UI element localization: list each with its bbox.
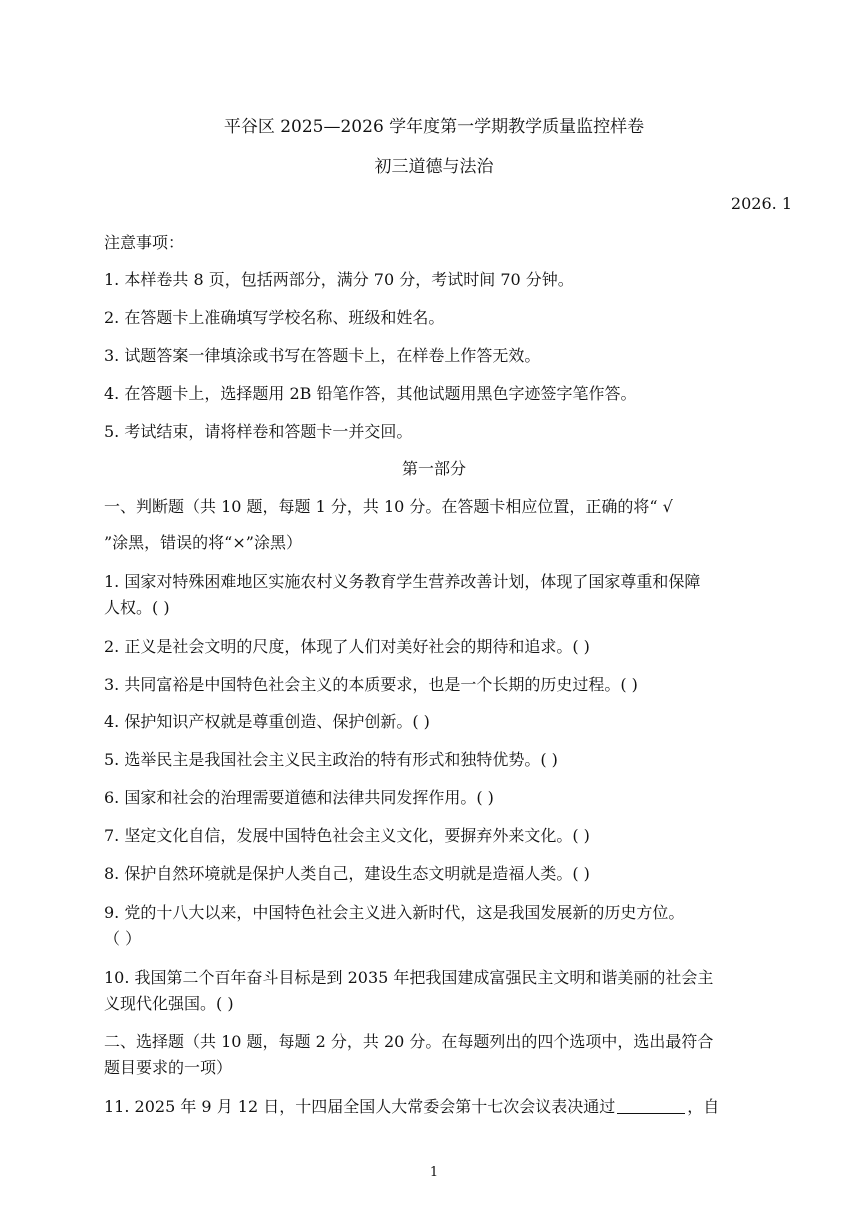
exam-subject: 初三道德与法治 bbox=[374, 157, 494, 177]
question-6: 6. 国家和社会的治理需要道德和法律共同发挥作用。( ) bbox=[104, 788, 494, 807]
exam-date: 2026. 1 bbox=[730, 194, 792, 213]
notice-item: 3. 试题答案一律填涂或书写在答题卡上，在样卷上作答无效。 bbox=[104, 346, 541, 365]
question-7: 7. 坚定文化自信，发展中国特色社会主义文化，要摒弃外来文化。( ) bbox=[104, 826, 590, 845]
section-instruction-cont: ”涂黑，错误的将“×”涂黑） bbox=[104, 533, 302, 552]
part-heading: 第一部分 bbox=[401, 459, 466, 478]
notice-item: 4. 在答题卡上，选择题用 2B 铅笔作答，其他试题用黑色字迹签字笔作答。 bbox=[104, 384, 637, 403]
question-2: 2. 正义是社会文明的尺度，体现了人们对美好社会的期待和追求。( ) bbox=[104, 637, 590, 656]
section-instruction: 一、判断题（共 10 题，每题 1 分，共 10 分。在答题卡相应位置，正确的将“ √ bbox=[104, 497, 673, 516]
question-4: 4. 保护知识产权就是尊重创造、保护创新。( ) bbox=[104, 712, 430, 731]
notice-item: 5. 考试结束，请将样卷和答题卡一并交回。 bbox=[104, 422, 413, 441]
question-8: 8. 保护自然环境就是保护人类自己，建设生态文明就是造福人类。( ) bbox=[104, 864, 590, 883]
answer-blank bbox=[617, 1097, 685, 1114]
question-1: 1. 国家对特殊困难地区实施农村义务教育学生营养改善计划，体现了国家尊重和保障 bbox=[104, 572, 701, 591]
section-instruction: 二、选择题（共 10 题，每题 2 分，共 20 分。在每题列出的四个选项中，选出最符合 bbox=[104, 1032, 714, 1051]
notice-item: 2. 在答题卡上准确填写学校名称、班级和姓名。 bbox=[104, 308, 445, 327]
question-10-cont: 义现代化强国。( ) bbox=[104, 994, 234, 1013]
question-11 bbox=[104, 1096, 719, 1118]
question-9-cont: （ ） bbox=[104, 929, 142, 948]
question-10: 10. 我国第二个百年奋斗目标是到 2035 年把我国建成富强民主文明和谐美丽的社会主 bbox=[104, 968, 714, 987]
question-3: 3. 共同富裕是中国特色社会主义的本质要求，也是一个长期的历史过程。( ) bbox=[104, 675, 638, 694]
question-11-prefix: 11. 2025 年 9 月 12 日，十四届全国人大常委会第十七次会议表决通过 bbox=[104, 1097, 616, 1116]
question-5: 5. 选举民主是我国社会主义民主政治的特有形式和独特优势。( ) bbox=[104, 750, 558, 769]
page-number: 1 bbox=[429, 1165, 439, 1180]
question-9: 9. 党的十八大以来，中国特色社会主义进入新时代，这是我国发展新的历史方位。 bbox=[104, 903, 685, 922]
question-11-suffix: ，自 bbox=[687, 1097, 720, 1116]
notice-heading: 注意事项： bbox=[104, 233, 185, 252]
question-1-cont: 人权。( ) bbox=[104, 598, 170, 617]
notice-item: 1. 本样卷共 8 页，包括两部分，满分 70 分，考试时间 70 分钟。 bbox=[104, 270, 574, 289]
exam-title: 平谷区 2025—2026 学年度第一学期教学质量监控样卷 bbox=[223, 117, 645, 137]
section-instruction-cont: 题目要求的一项） bbox=[104, 1058, 233, 1077]
